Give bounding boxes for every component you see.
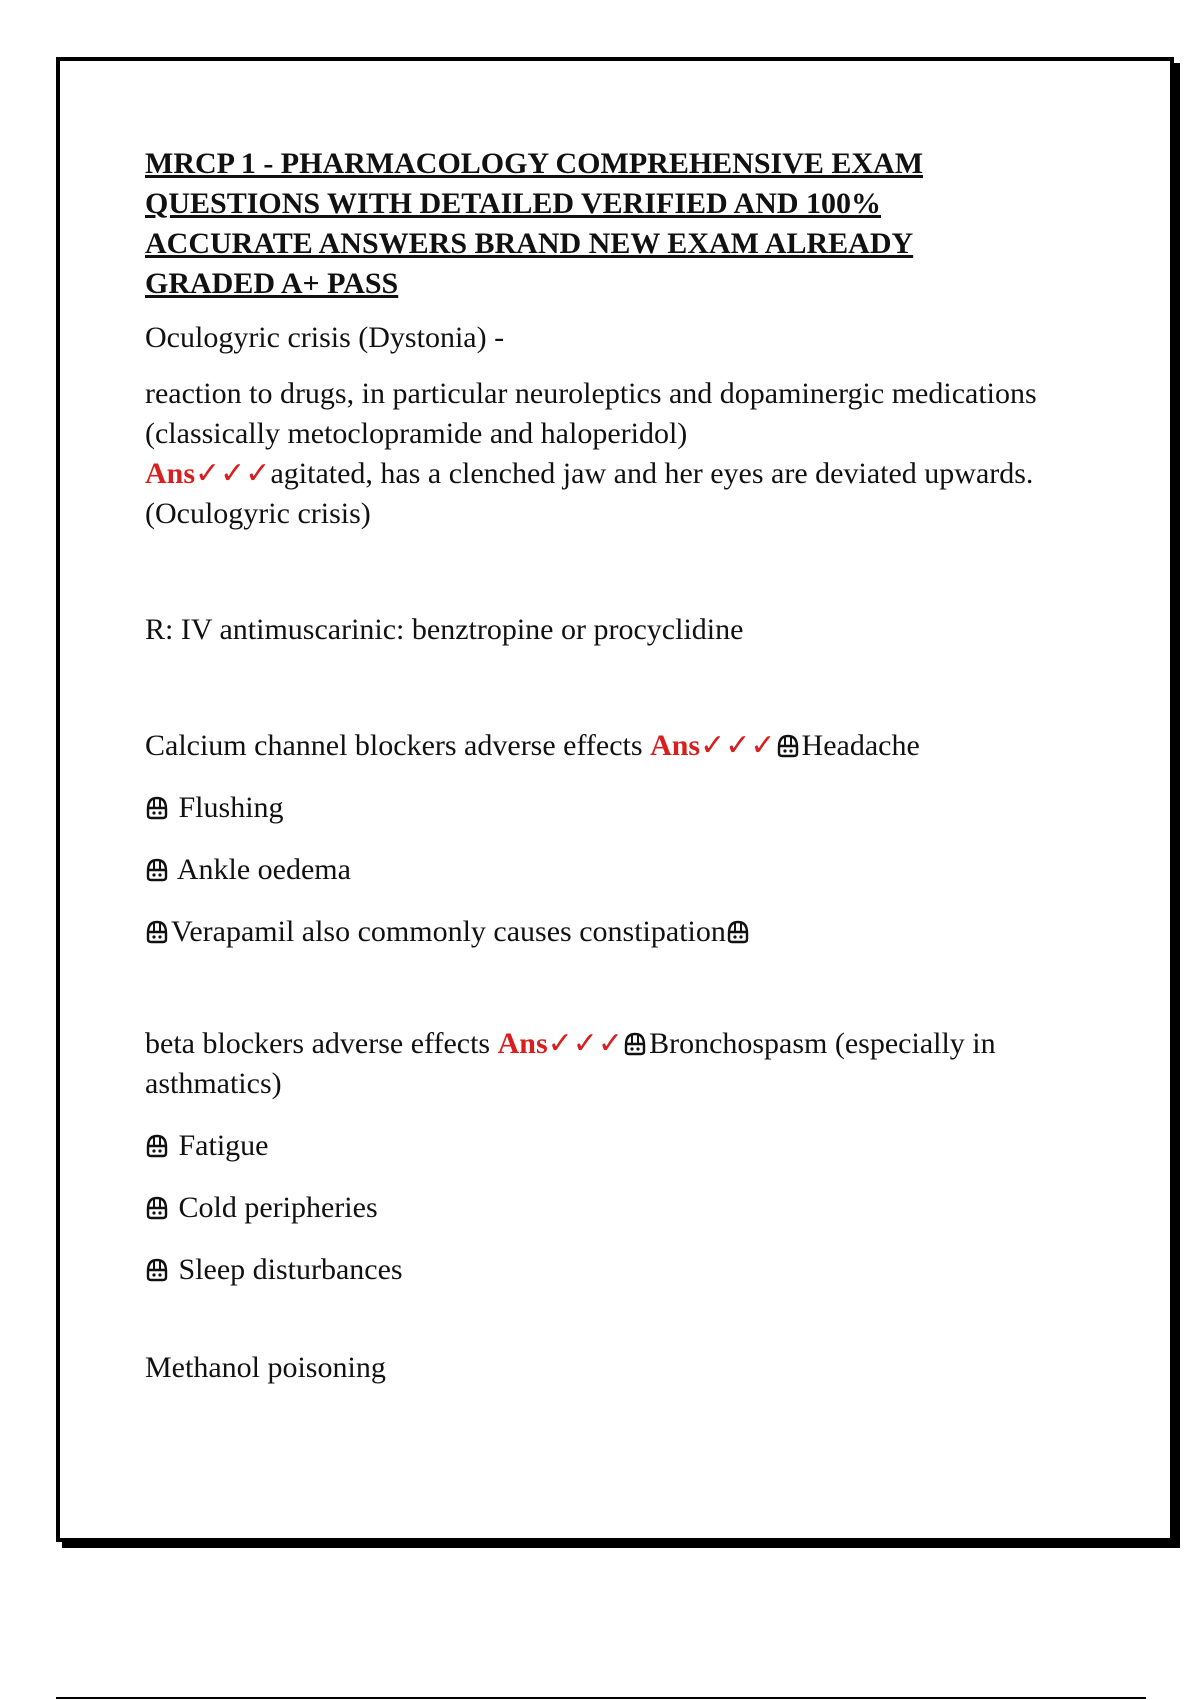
check-marks: ✓✓✓ — [547, 1027, 624, 1060]
beta-effect-text: Cold peripheries — [178, 1191, 378, 1224]
beta-effect-text: Sleep disturbances — [178, 1253, 403, 1286]
beta-effect-text: Fatigue — [178, 1129, 269, 1162]
bullet-glyph-icon — [145, 1195, 169, 1221]
beta-effect-item — [145, 1250, 1075, 1290]
beta-effect-item — [145, 1188, 1075, 1228]
answer-label: Ans — [497, 1027, 548, 1060]
ccb-effect-item — [145, 788, 1075, 828]
page-bottom-rule — [56, 1697, 1146, 1699]
bullet-glyph-icon — [776, 733, 800, 759]
answer-label: Ans — [650, 729, 701, 762]
answer-oculogyric — [145, 454, 1075, 534]
question-ccb-text: Calcium channel blockers adverse effects — [145, 729, 651, 762]
bullet-glyph-icon — [145, 795, 169, 821]
ccb-effect-text: Flushing — [178, 791, 284, 824]
ccb-effect-item — [145, 850, 1075, 890]
document-body — [145, 140, 1075, 1388]
question-ccb — [145, 726, 1075, 766]
bullet-glyph-icon — [623, 1031, 647, 1057]
bullet-glyph-icon — [145, 857, 169, 883]
question-methanol: Methanol poisoning — [145, 1351, 386, 1384]
question-oculogyric-reaction: reaction to drugs, in particular neuroleptics and dopaminergic medications (classically metoclopramide and haloperidol) — [145, 377, 1037, 450]
ccb-effect-item — [145, 912, 1075, 952]
treatment-line: R: IV antimuscarinic: benztropine or procyclidine — [145, 613, 744, 646]
question-oculogyric-heading: Oculogyric crisis (Dystonia) - — [145, 321, 505, 354]
ccb-effect-text: Ankle oedema — [176, 853, 351, 886]
bullet-glyph-icon — [726, 919, 750, 945]
answer-label: Ans — [145, 457, 196, 490]
check-marks: ✓✓✓ — [700, 729, 776, 762]
question-beta-blockers — [145, 1024, 1075, 1104]
ccb-first-effect: Headache — [801, 729, 920, 762]
ccb-effect-text: Verapamil also commonly causes constipation — [171, 915, 726, 948]
question-beta-text: beta blockers adverse effects — [145, 1027, 498, 1060]
document-title: MRCP 1 - PHARMACOLOGY COMPREHENSIVE EXAM QUESTIONS WITH DETAILED VERIFIED AND 100% ACCURATE ANSWERS BRAND NEW EXAM ALREADY GRADED A+ PASS — [145, 147, 924, 300]
bullet-glyph-icon — [145, 919, 169, 945]
answer-text: agitated, has a clenched jaw and her eyes are deviated upwards.(Oculogyric crisis) — [145, 457, 1034, 530]
beta-first-effect: Bronchospasm (especially in asthmatics) — [145, 1027, 996, 1100]
check-marks: ✓✓✓ — [195, 457, 271, 490]
beta-effect-item — [145, 1126, 1075, 1166]
bullet-glyph-icon — [145, 1133, 169, 1159]
bullet-glyph-icon — [145, 1257, 169, 1283]
